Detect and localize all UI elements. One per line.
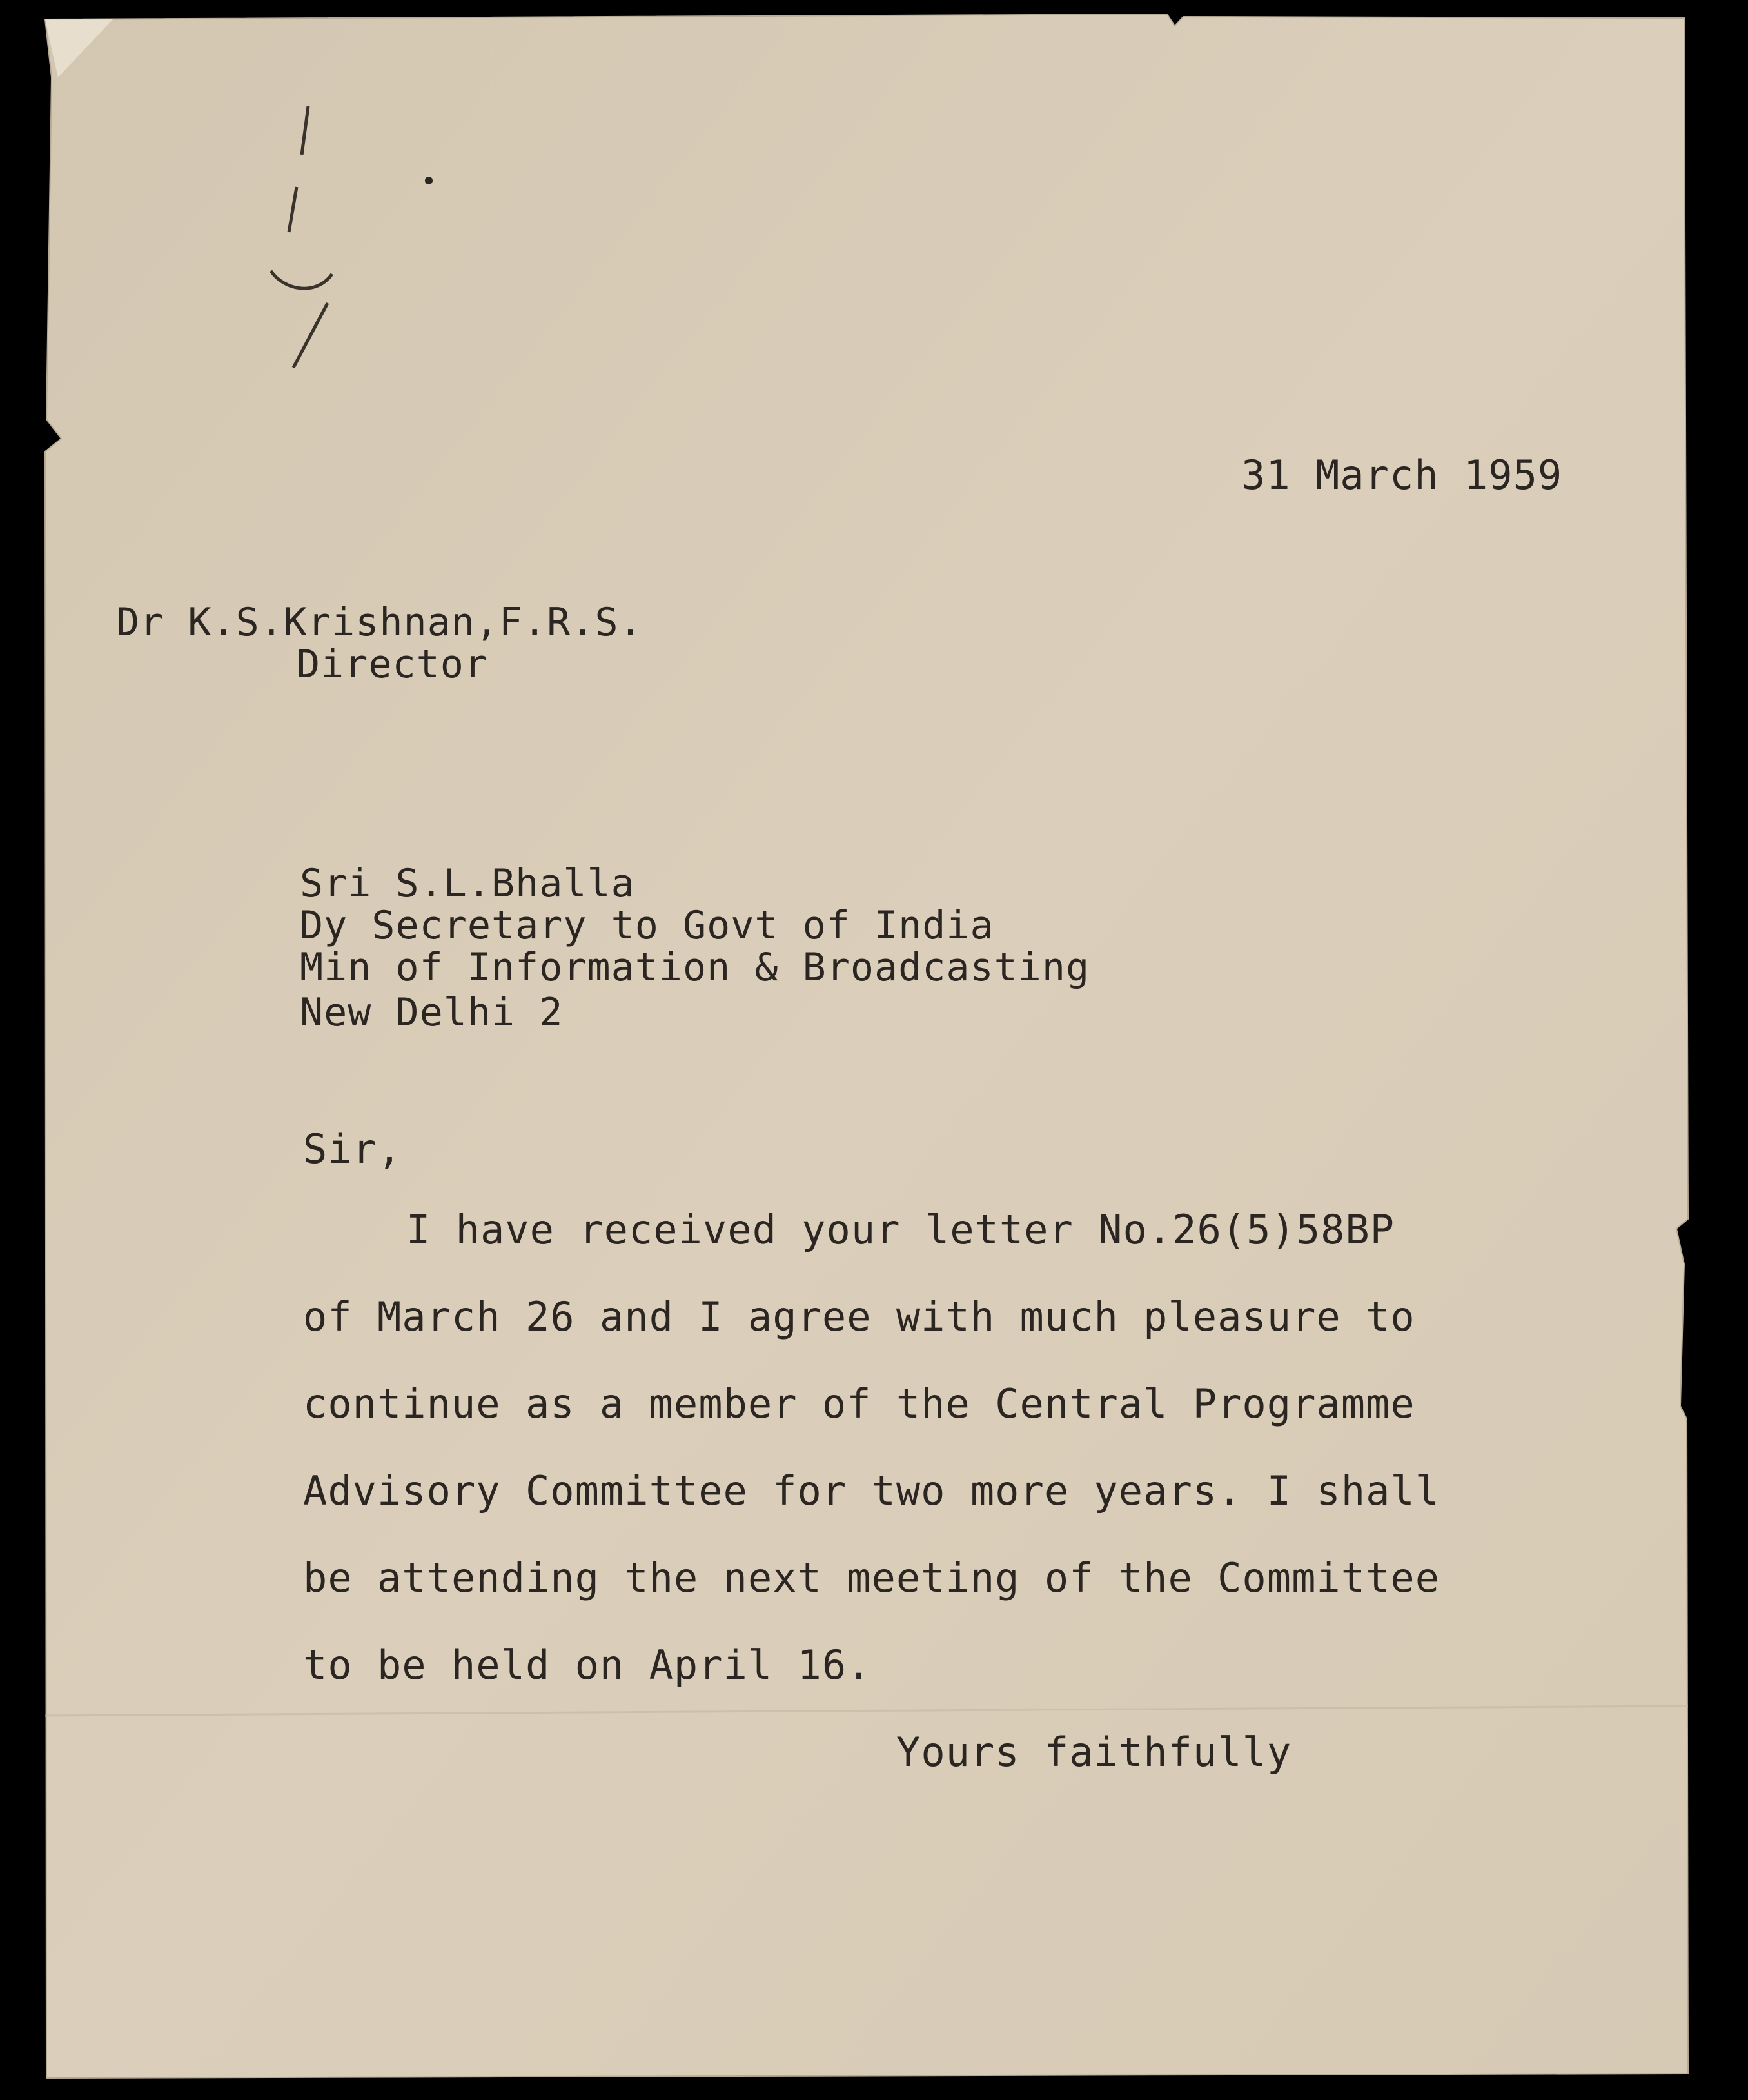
sender-title: Director [297,642,488,687]
recipient-name: Sri S.L.Bhalla [300,861,635,906]
body-line: I have received your letter No.26(5)58BP [406,1206,1395,1253]
body-line: be attending the next meeting of the Committee [303,1554,1440,1601]
body-line: Advisory Committee for two more years. I shall [303,1467,1440,1514]
body-line: continue as a member of the Central Programme [303,1380,1415,1427]
closing: Yours faithfully [896,1729,1292,1776]
salutation: Sir, [303,1125,402,1173]
letter-date: 31 March 1959 [1241,451,1563,499]
recipient-position: Dy Secretary to Govt of India [300,903,994,948]
sender-name: Dr K.S.Krishnan,F.R.S. [116,600,643,645]
body-line: to be held on April 16. [303,1641,872,1689]
body-line: of March 26 and I agree with much pleasure to [303,1293,1415,1340]
recipient-ministry: Min of Information & Broadcasting [300,945,1090,990]
recipient-city: New Delhi 2 [300,990,564,1035]
